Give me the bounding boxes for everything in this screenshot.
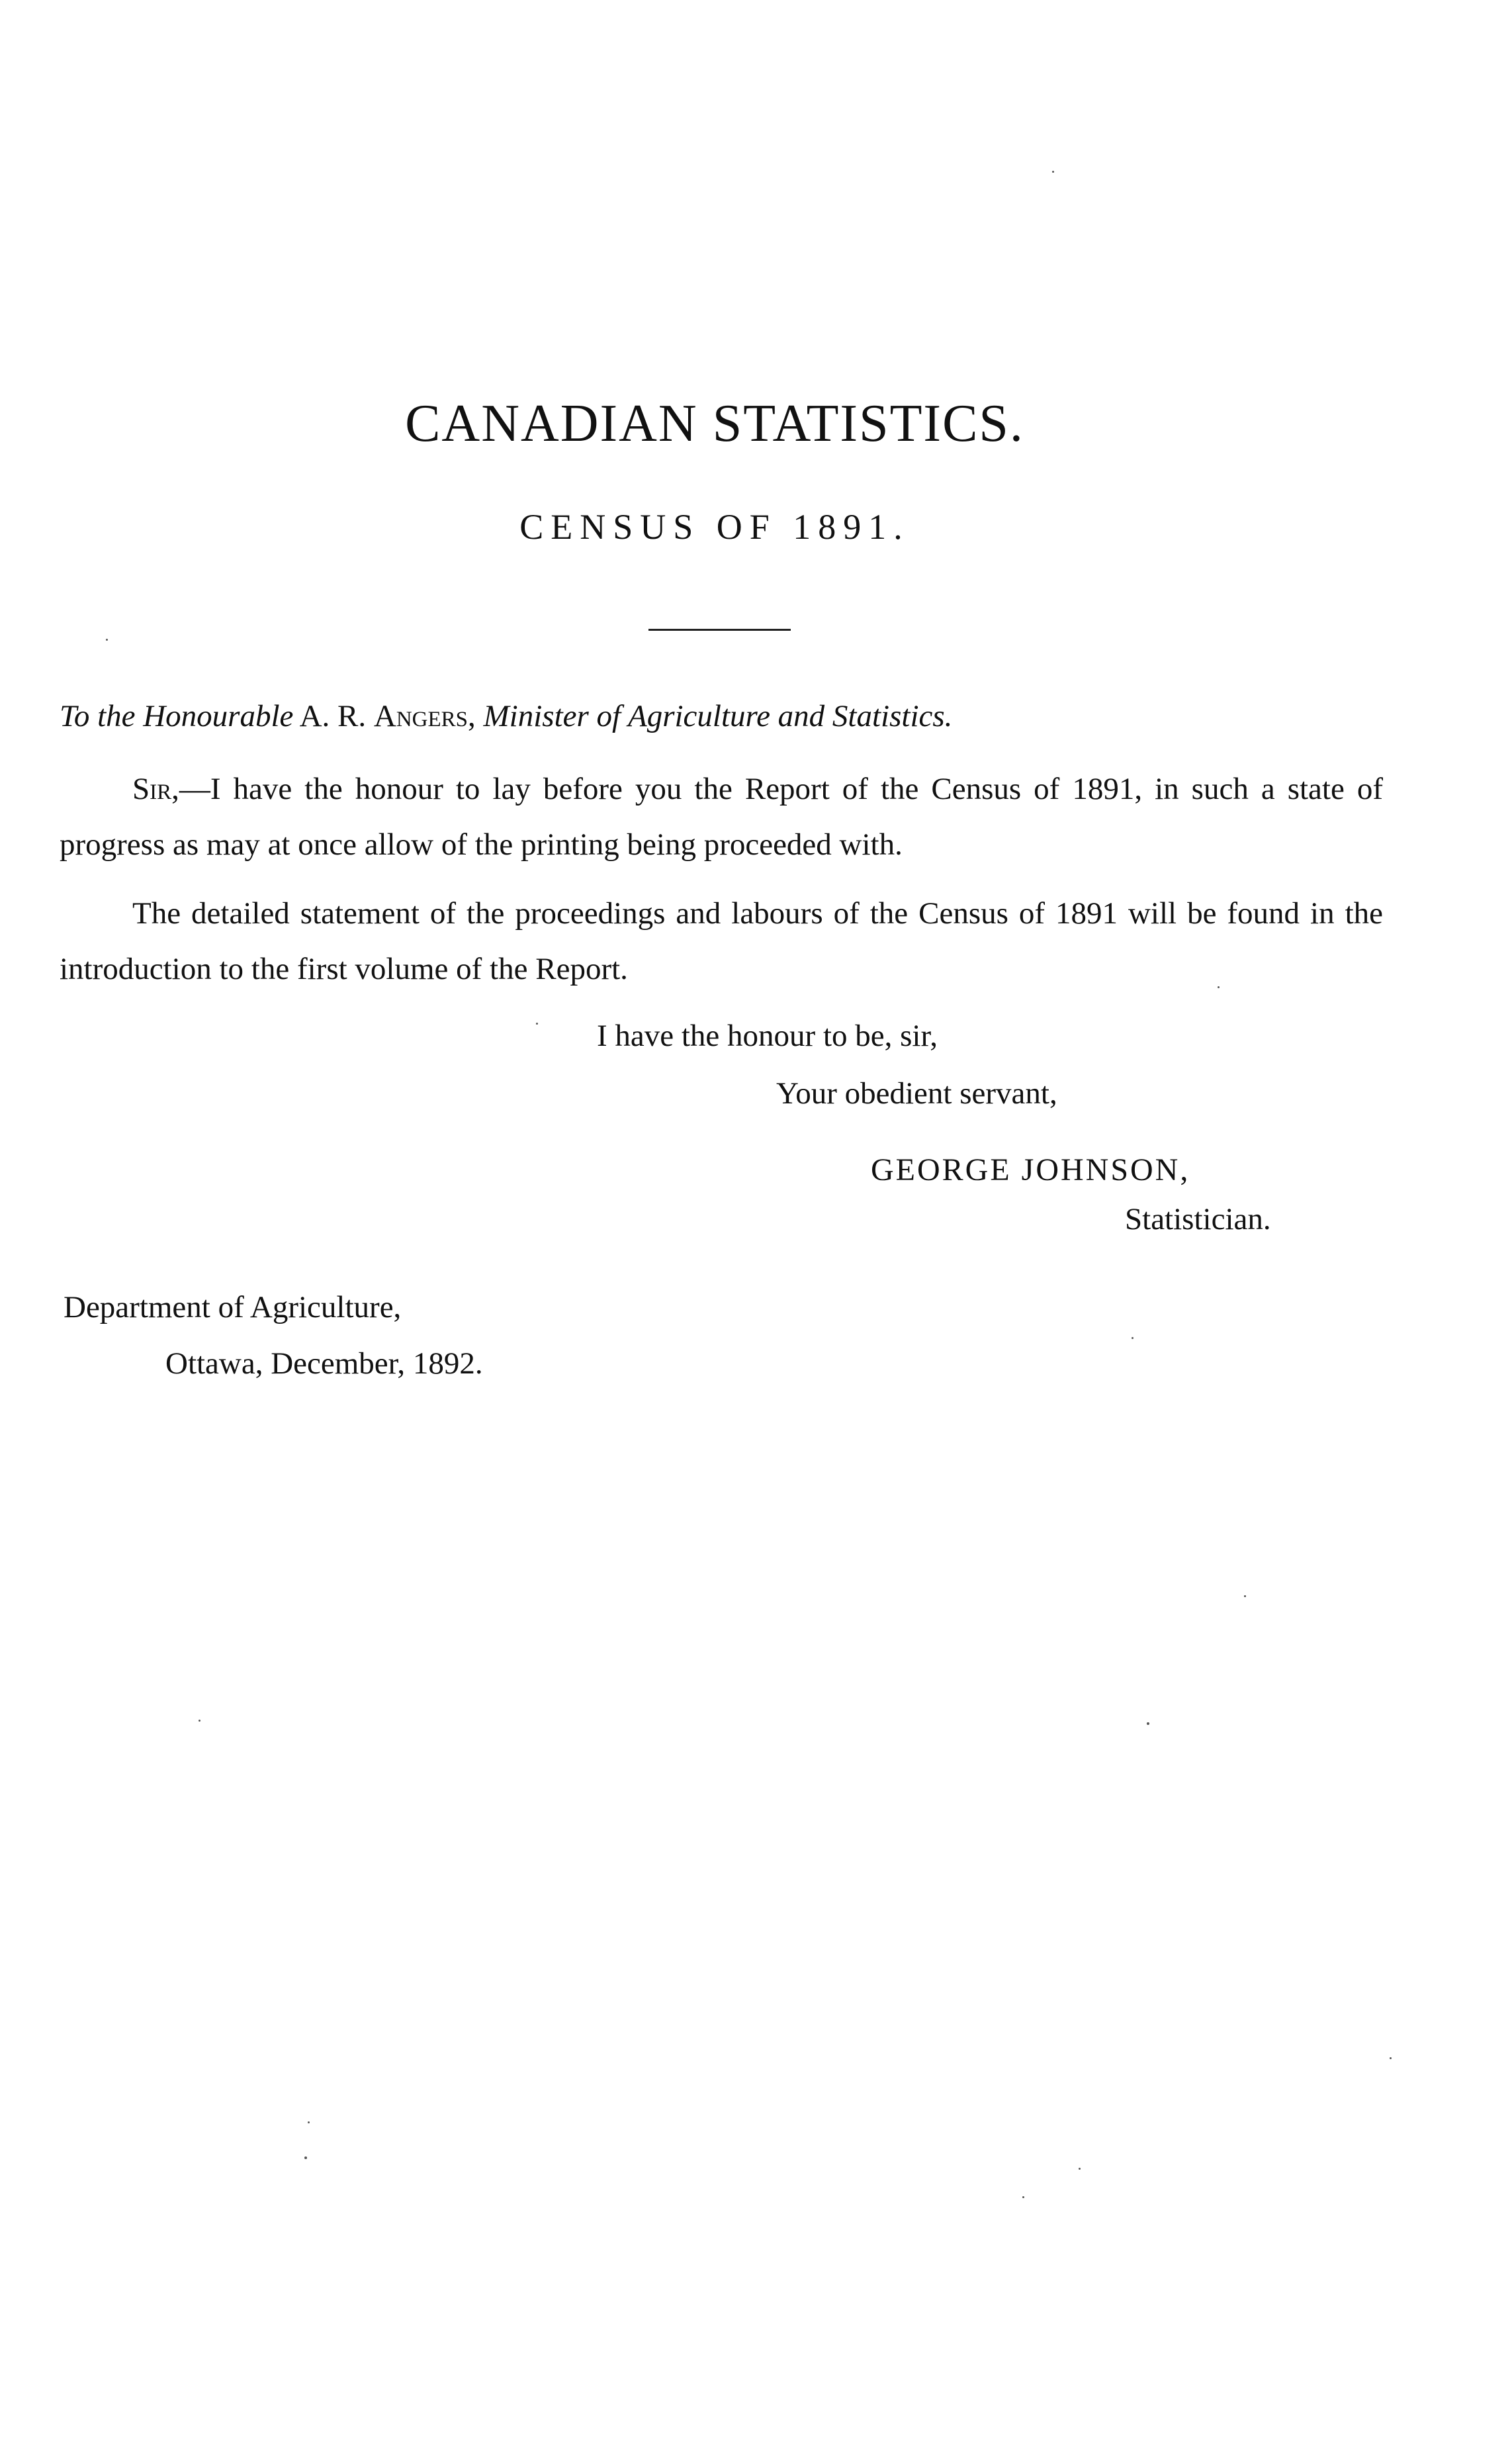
scan-speck [1390,2057,1392,2059]
paragraph-1-text: —I have the honour to lay before you the Report of the Census of 1891, in such a state of progress as may at once allow of the printing being proceeded with. [60,772,1383,862]
document-subtitle: CENSUS OF 1891. [519,507,910,547]
place-date-line: Ottawa, December, 1892. [165,1346,483,1381]
scan-speck [106,639,108,641]
signature-title: Statistician. [1125,1202,1271,1236]
scan-speck [199,1720,200,1722]
scan-speck [304,2156,307,2159]
scan-speck [1244,1595,1246,1597]
scan-speck [1022,2196,1024,2198]
addressee-name: Angers, [373,699,476,733]
document-title: CANADIAN STATISTICS. [405,394,1024,453]
letter-paragraph-1 [60,761,1383,872]
addressee-prefix: To the Honourable [60,699,294,733]
addressee-initials: A. R. [299,699,367,733]
signature-name: GEORGE JOHNSON, [871,1152,1190,1187]
scan-speck [536,1023,538,1025]
scan-speck [1132,1337,1134,1339]
addressee-role: Minister of Agriculture and Statistics. [483,699,953,733]
scan-speck [1079,2168,1081,2170]
closing-line-1: I have the honour to be, sir, [597,1019,938,1053]
scan-speck [1052,171,1054,173]
paragraph-2-text: The detailed statement of the proceedings and labours of the Census of 1891 will be found in the introduction to the first volume of the Report. [60,896,1383,986]
salutation: Sir, [132,772,179,806]
scan-speck [1147,1722,1149,1725]
section-divider [648,629,791,631]
closing-line-2: Your obedient servant, [776,1076,1057,1111]
scan-speck [1218,986,1220,988]
department-line: Department of Agriculture, [64,1290,402,1324]
scan-speck [308,2121,310,2123]
addressee-line [60,698,952,734]
letter-paragraph-2 [60,886,1383,997]
